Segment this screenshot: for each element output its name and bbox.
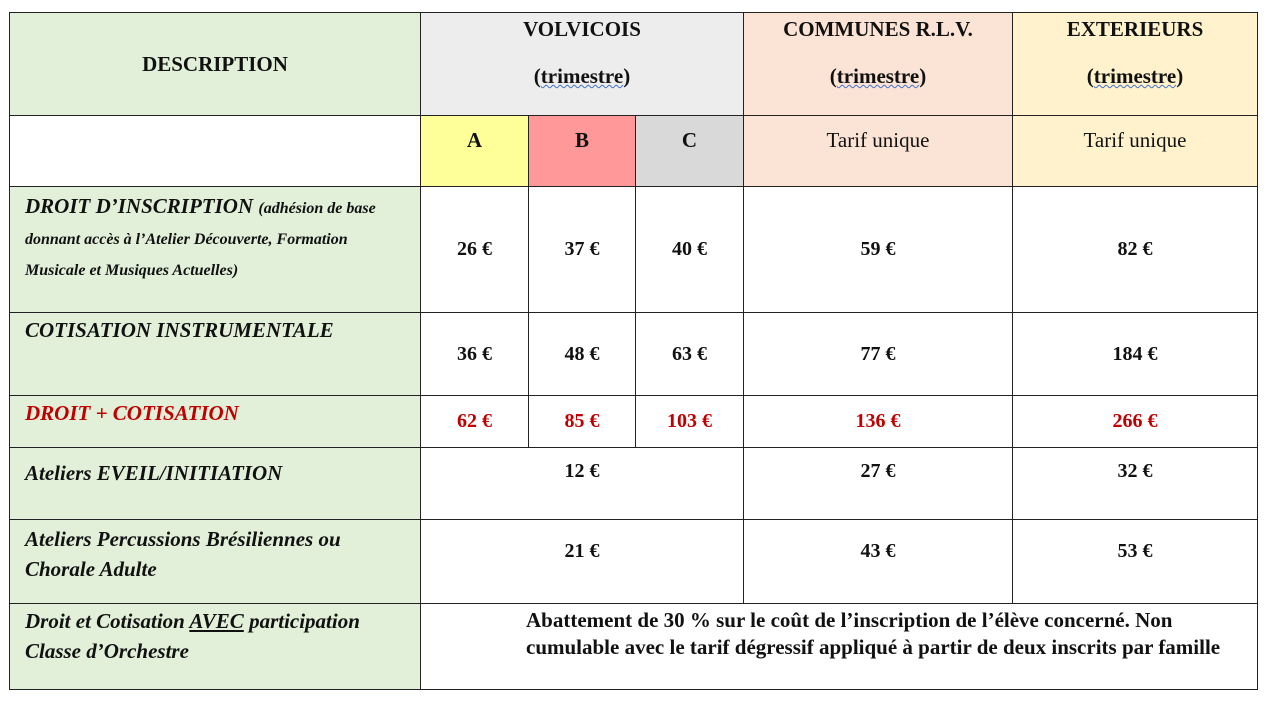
cell-c: 103 € (636, 396, 744, 448)
table-row (10, 313, 1258, 396)
exterieurs-tarif-header: Tarif unique (1013, 116, 1258, 187)
tarifs-table (9, 12, 1258, 690)
cell-a: 62 € (421, 396, 529, 448)
underlined-word: AVEC (189, 609, 244, 633)
volvicois-period: (trimestre) (533, 64, 631, 88)
exterieurs-label: EXTERIEURS (1066, 17, 1204, 41)
description-header: DESCRIPTION (10, 13, 421, 116)
cell-communes: 27 € (744, 448, 1013, 520)
orchestre-note: Abattement de 30 % sur le coût de l’inscription de l’élève concerné. Non cumulable avec le tarif dégressif appliqué à partir de deux inscrits par famille (421, 604, 1258, 690)
row-detail: (adhésion de base donnant accès à l’Atelier Découverte, Formation Musicale et Musiques Actuelles) (25, 200, 376, 279)
row-label: COTISATION INSTRUMENTALE (10, 313, 421, 396)
cell-communes: 77 € (744, 313, 1013, 396)
volvicois-label: VOLVICOIS (523, 17, 641, 41)
cell-volvicois: 21 € (421, 520, 744, 604)
volvicois-header (421, 13, 744, 116)
table-row (10, 396, 1258, 448)
cell-exterieurs: 184 € (1013, 313, 1258, 396)
subheader-row (10, 116, 1258, 187)
row-label: Ateliers EVEIL/INITIATION (10, 448, 421, 520)
col-a-header: A (421, 116, 529, 187)
row-label: Droit et Cotisation AVEC participation Classe d’Orchestre (10, 604, 421, 690)
row-label: DROIT + COTISATION (10, 396, 421, 448)
exterieurs-header (1013, 13, 1258, 116)
cell-communes: 43 € (744, 520, 1013, 604)
communes-label: COMMUNES R.L.V. (783, 17, 973, 41)
cell-a: 36 € (421, 313, 529, 396)
col-c-header: C (636, 116, 744, 187)
cell-a: 26 € (421, 187, 529, 313)
cell-b: 37 € (529, 187, 636, 313)
table-row (10, 187, 1258, 313)
cell-exterieurs: 32 € (1013, 448, 1258, 520)
blank-cell (10, 116, 421, 187)
row-label: Ateliers Percussions Brésiliennes ou Chorale Adulte (10, 520, 421, 604)
cell-b: 85 € (529, 396, 636, 448)
cell-b: 48 € (529, 313, 636, 396)
cell-communes: 136 € (744, 396, 1013, 448)
row-title: DROIT D’INSCRIPTION (25, 194, 254, 218)
row-label (10, 187, 421, 313)
header-row (10, 13, 1258, 116)
table-row (10, 520, 1258, 604)
table-row (10, 448, 1258, 520)
exterieurs-period: (trimestre) (1086, 64, 1184, 88)
cell-c: 40 € (636, 187, 744, 313)
cell-c: 63 € (636, 313, 744, 396)
communes-tarif-header: Tarif unique (744, 116, 1013, 187)
cell-exterieurs: 53 € (1013, 520, 1258, 604)
cell-exterieurs: 82 € (1013, 187, 1258, 313)
cell-volvicois: 12 € (421, 448, 744, 520)
table-row (10, 604, 1258, 690)
cell-exterieurs: 266 € (1013, 396, 1258, 448)
communes-period: (trimestre) (829, 64, 927, 88)
communes-header (744, 13, 1013, 116)
col-b-header: B (529, 116, 636, 187)
cell-communes: 59 € (744, 187, 1013, 313)
